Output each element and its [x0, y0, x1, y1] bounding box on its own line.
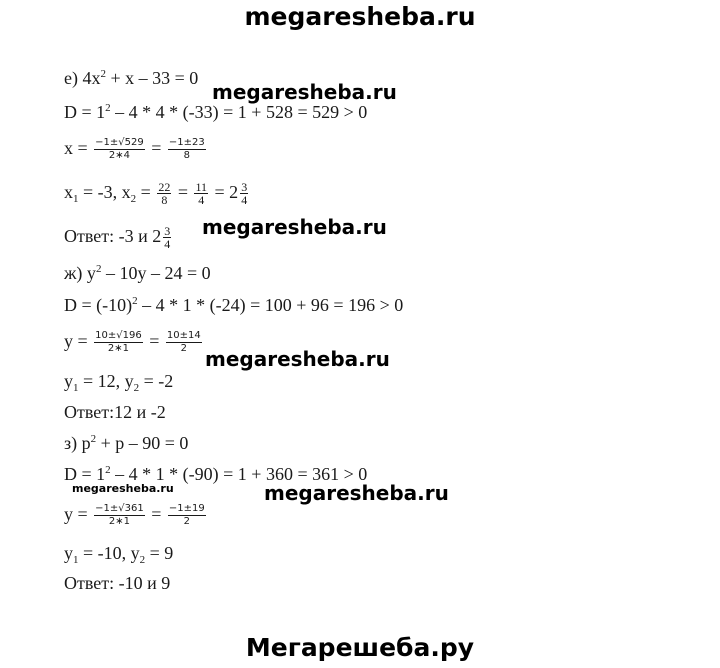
fraction: $\frac{11}{4}$	[195, 180, 208, 208]
quadratic-formula-e: x = $\frac{-1\pm√529}{2∗4}$ = $\frac{-1\pm 23}{8}$	[64, 137, 205, 162]
roots-e: $x_1 = -3$, $x_2$ = $\frac{22}{8}$ = $\frac{11}{4}$ = 2 $\frac{3}{4}$	[64, 180, 248, 208]
site-watermark: megaresheba.ru	[264, 481, 449, 505]
site-watermark-bottom: Мегарешеба.ру	[245, 633, 475, 662]
fraction: $\frac{3}{4}$	[241, 180, 248, 208]
roots-z: $y_1 = -10$, $y_2 = 9$	[64, 543, 174, 566]
equation-z: з) $p^2 + p - 90 = 0$	[64, 433, 189, 453]
quadratic-formula-z: y = $\frac{-1\pm√361}{2∗1}$ = $\frac{-1\pm 19}{2}$	[64, 503, 205, 528]
site-watermark-small: megaresheba.ru	[72, 482, 174, 495]
discriminant-zh: $D = (-10)^2 - 4 * 1 * (-24) = 100 + 96 = 196 > 0$	[64, 295, 404, 315]
fraction: $\frac{-1\pm√361}{2∗1}$	[95, 503, 144, 528]
site-watermark: megaresheba.ru	[202, 215, 387, 239]
fraction: $\frac{22}{8}$	[158, 180, 171, 208]
fraction: $\frac{10\pm√196}{2∗1}$	[95, 330, 142, 355]
fraction: $\frac{-1\pm√529}{2∗4}$	[95, 137, 144, 162]
fraction: $\frac{-1\pm 19}{2}$	[168, 503, 205, 528]
fraction: $\frac{-1\pm 23}{8}$	[168, 137, 205, 162]
site-watermark: megaresheba.ru	[212, 80, 397, 104]
site-watermark-top: megaresheba.ru	[244, 2, 476, 31]
discriminant-z: $D = 1^2 - 4 * 1 * (-90) = 1 + 360 = 361 > 0$	[64, 464, 368, 484]
discriminant-e: $D = 1^2 - 4 * 4 * (-33) = 1 + 528 = 529 > 0$	[64, 102, 368, 122]
answer-zh: Ответ:12 и -2	[64, 402, 166, 422]
answer-z: Ответ: -10 и 9	[64, 573, 171, 593]
answer-e: Ответ: -3 и 2 $\frac{3}{4}$	[64, 224, 171, 252]
roots-zh: $y_1 = 12$, $y_2 = -2$	[64, 371, 174, 394]
quadratic-formula-zh: y = $\frac{10\pm√196}{2∗1}$ = $\frac{10\pm 14}{2}$	[64, 330, 201, 355]
equation-zh: ж) $y^2 - 10y - 24 = 0$	[64, 263, 211, 283]
fraction: $\frac{3}{4}$	[164, 224, 171, 252]
fraction: $\frac{10\pm 14}{2}$	[166, 330, 201, 355]
site-watermark: megaresheba.ru	[205, 347, 390, 371]
equation-e: е) $4x^2 + x - 33 = 0$	[64, 68, 199, 88]
